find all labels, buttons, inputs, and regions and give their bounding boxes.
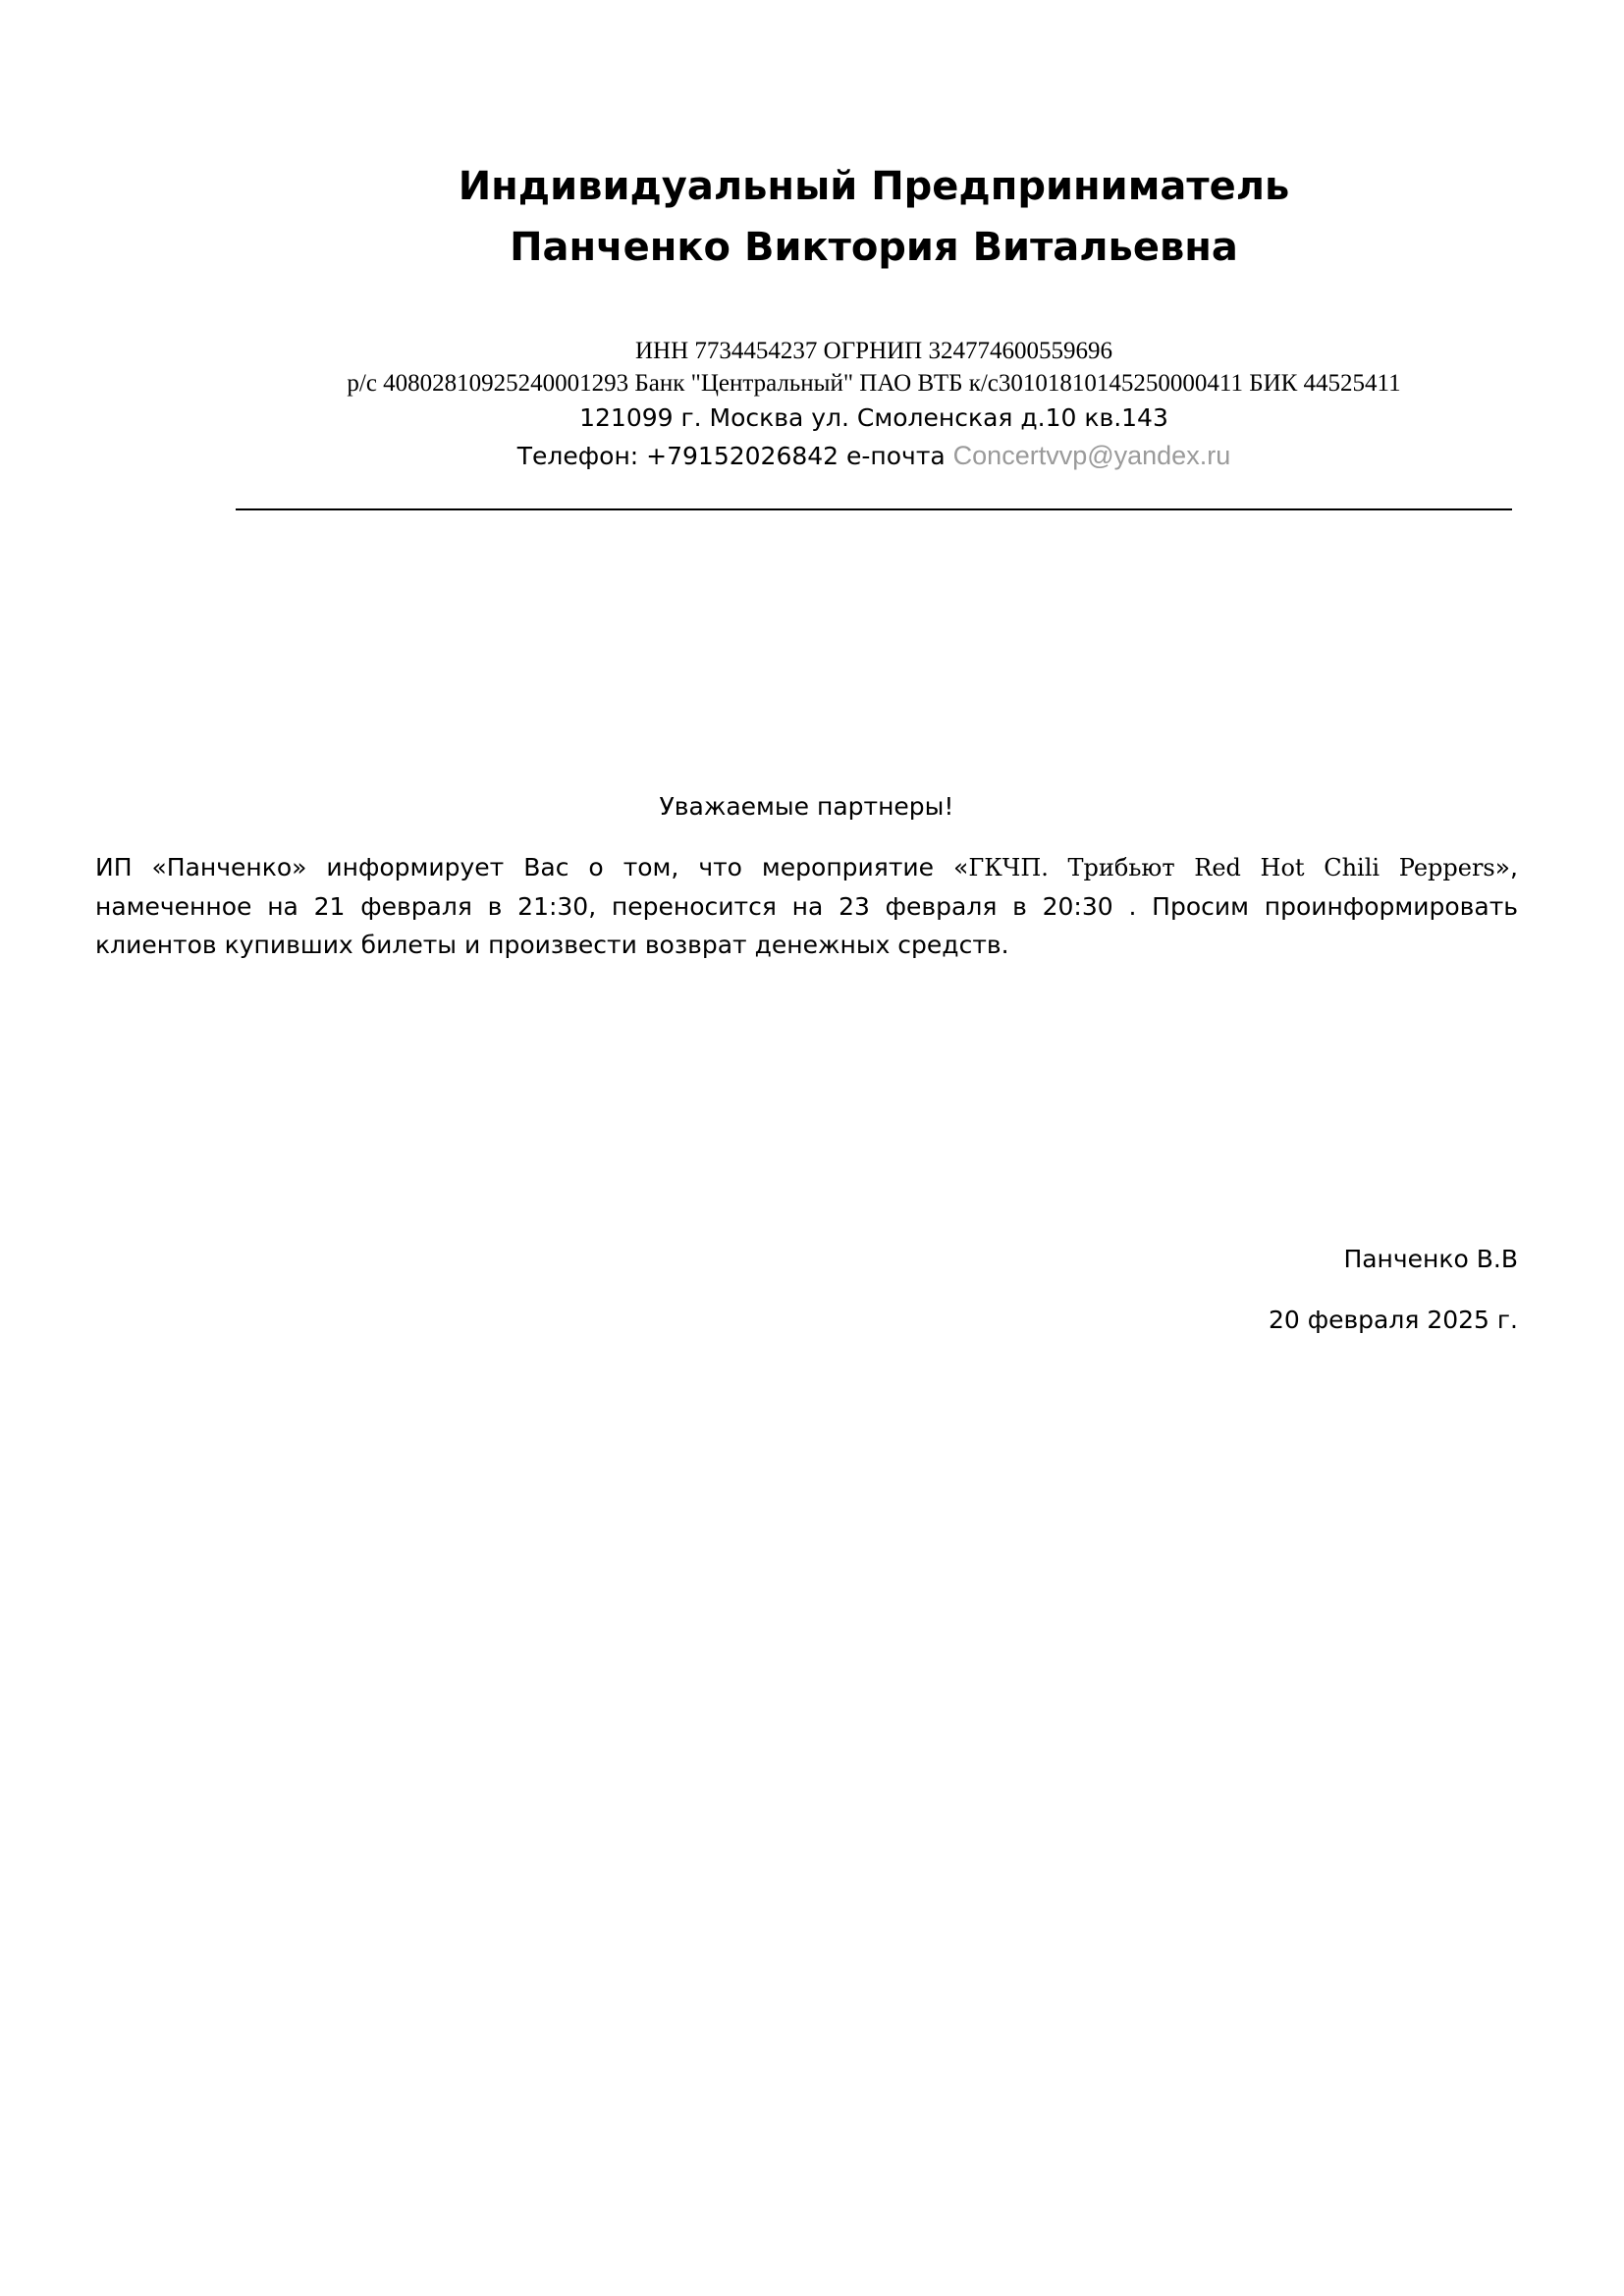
address-line: 121099 г. Москва ул. Смоленская д.10 кв.143 — [579, 403, 1168, 432]
header-divider — [236, 508, 1512, 510]
letter-body-start: ИП «Панченко» информирует Вас о том, что мероприятие « — [95, 853, 969, 881]
phone-text: Телефон: +79152026842 е-почта — [516, 442, 953, 470]
signature-name: Панченко В.В — [1343, 1245, 1518, 1273]
header-title-line1: Индивидуальный Предприниматель — [458, 164, 1290, 209]
letter-greeting: Уважаемые партнеры! — [659, 792, 954, 821]
bank-details-line: р/с 40802810925240001293 Банк "Центральный" ПАО ВТБ к/с30101810145250000411 БИК 44525411 — [347, 370, 1401, 397]
contact-line — [236, 439, 1512, 473]
letter-body-end: », намеченное на 21 февраля в 21:30, переносится на 23 февраля в 20:30 . Просим проинформировать клиентов купивших билеты и произвести возврат денежных средств. — [95, 853, 1518, 959]
header-title-line2: Панченко Виктория Витальевна — [510, 225, 1238, 270]
email-link[interactable]: Concertvvp@yandex.ru — [952, 441, 1231, 470]
inn-ogrnip-line: ИНН 7734454237 ОГРНИП 324774600559696 — [635, 338, 1112, 364]
letter-body — [95, 848, 1518, 964]
signature-date: 20 февраля 2025 г. — [1268, 1306, 1518, 1334]
event-name: ГКЧП. Трибьют Red Hot Chili Peppers — [968, 854, 1495, 881]
